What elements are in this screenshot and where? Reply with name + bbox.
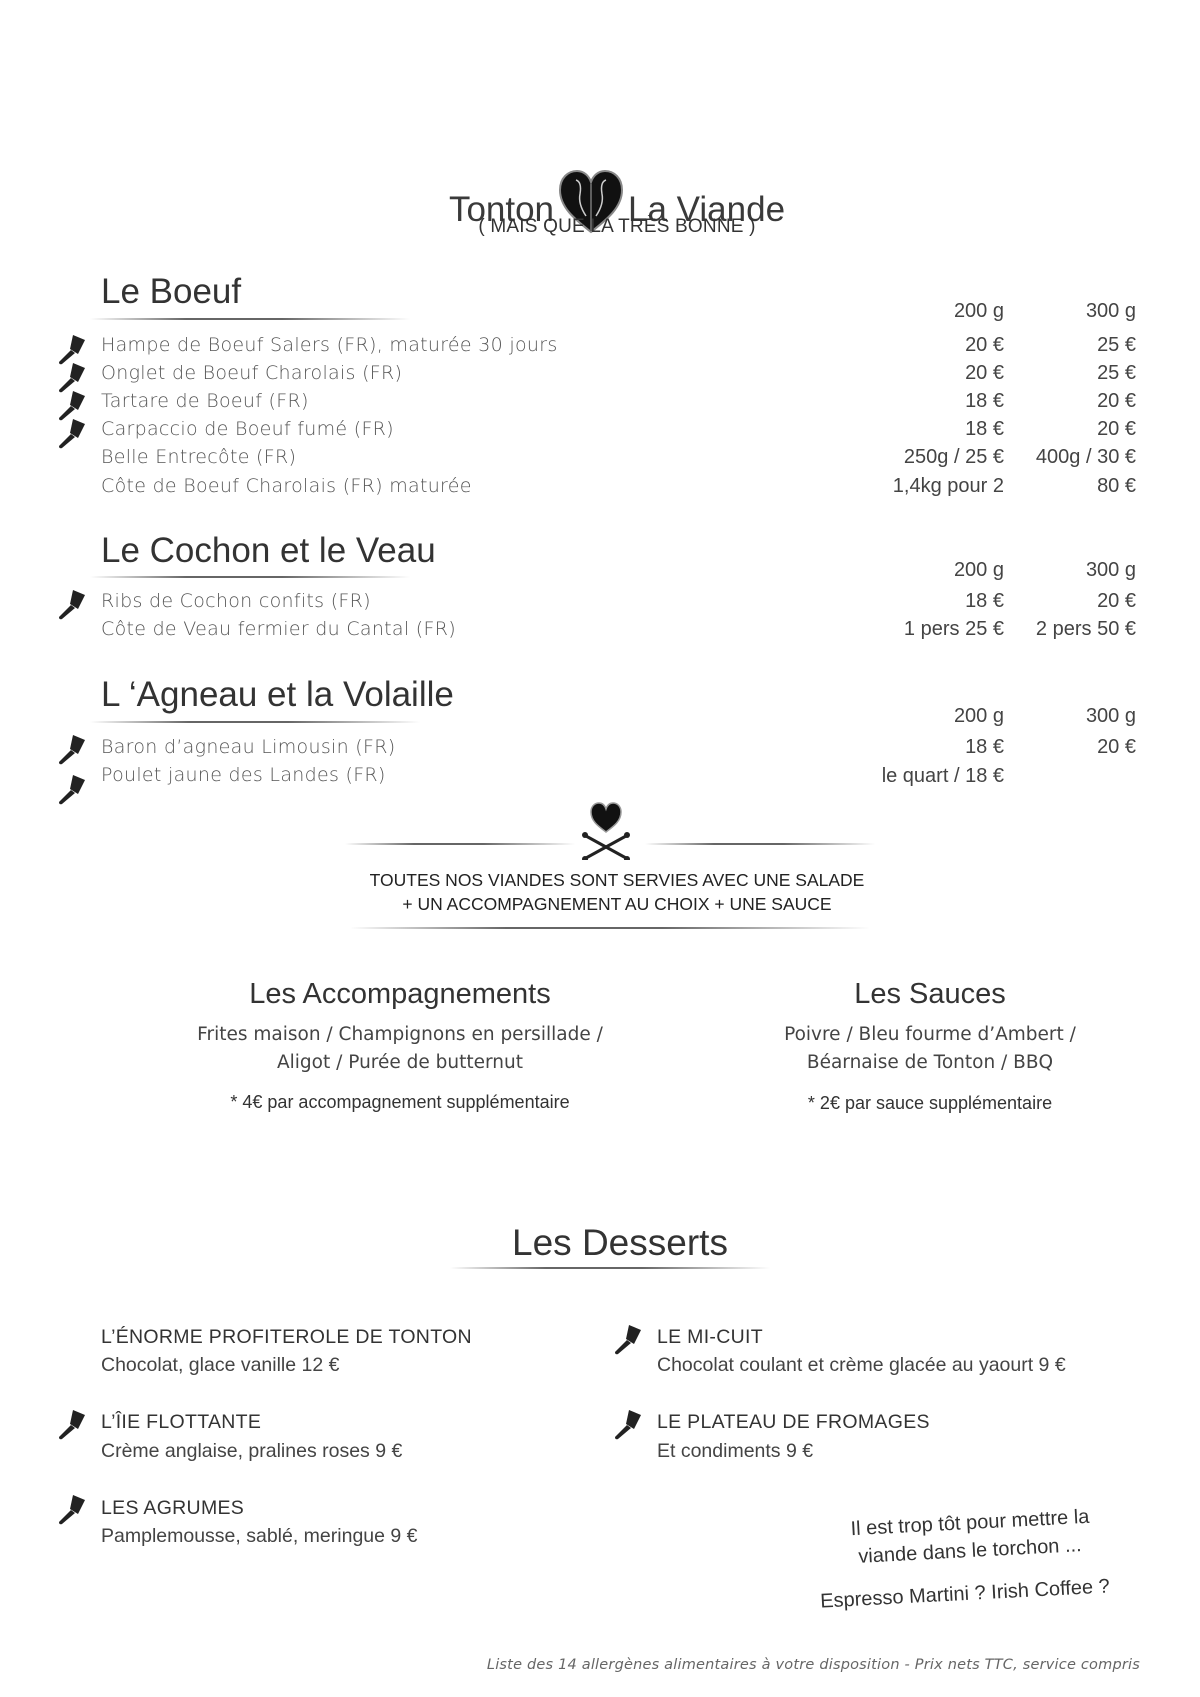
cleaver-icon: [56, 587, 88, 621]
divider: [90, 576, 410, 578]
col-header-200g: 200 g: [953, 559, 1004, 581]
dessert-desc: Pamplemousse, sablé, meringue 9 €: [101, 1525, 418, 1547]
price-300g: 80 €: [1097, 475, 1136, 497]
item-name: Onglet de Boeuf Charolais (FR): [101, 362, 403, 384]
section-title-boeuf: Le Boeuf: [101, 272, 242, 311]
cleaver-icon: [56, 772, 88, 806]
dessert-desc: Crème anglaise, pralines roses 9 €: [101, 1440, 403, 1462]
col-header-300g: 300 g: [1085, 300, 1136, 322]
drinks-line-3: Espresso Martini ? Irish Coffee ?: [819, 1575, 1111, 1613]
price-300g: 25 €: [1097, 334, 1136, 356]
dessert-name: LES AGRUMES: [101, 1497, 245, 1519]
col-header-200g: 200 g: [953, 705, 1004, 727]
divider: [345, 843, 575, 845]
sides-note: * 4€ par accompagnement supplémentaire: [230, 1092, 570, 1112]
price-300g: 20 €: [1097, 390, 1136, 412]
price-200g: 20 €: [965, 334, 1004, 356]
section-title-agneau-volaille: L ‘Agneau et la Volaille: [101, 675, 454, 714]
col-header-300g: 300 g: [1085, 559, 1136, 581]
item-name: Belle Entrecôte (FR): [101, 446, 297, 468]
footer-note: Liste des 14 allergènes alimentaires à votre disposition - Prix nets TTC, service compris: [486, 1657, 1140, 1673]
item-name: Baron d’agneau Limousin (FR): [101, 736, 396, 758]
price-200g: 18 €: [965, 418, 1004, 440]
divider: [645, 843, 875, 845]
dessert-desc: Et condiments 9 €: [657, 1440, 814, 1462]
price-300g: 400g / 30 €: [1035, 446, 1136, 468]
col-header-300g: 300 g: [1085, 705, 1136, 727]
heart-crossbones-icon: [578, 800, 634, 860]
cleaver-icon: [56, 1492, 88, 1526]
sides-line-1: Frites maison / Champignons en persillade /: [197, 1024, 603, 1045]
price-200g: 18 €: [965, 390, 1004, 412]
dessert-name: L’ÎIE FLOTTANTE: [101, 1411, 262, 1433]
title-left: Tonton: [448, 190, 555, 229]
item-name: Tartare de Boeuf (FR): [101, 390, 309, 412]
price-300g: 20 €: [1097, 418, 1136, 440]
dessert-name: LE MI-CUIT: [657, 1326, 763, 1348]
title-right: La Viande: [628, 190, 786, 229]
price-200g: 18 €: [965, 736, 1004, 758]
divider: [90, 721, 420, 723]
sides-title: Les Accompagnements: [249, 978, 551, 1010]
price-200g: 20 €: [965, 362, 1004, 384]
price-300g: 20 €: [1097, 736, 1136, 758]
cleaver-icon: [612, 1322, 644, 1356]
cleaver-icon: [56, 416, 88, 450]
sauces-title: Les Sauces: [854, 978, 1006, 1010]
divider: [90, 318, 410, 320]
divider: [450, 1267, 770, 1269]
cleaver-icon: [56, 732, 88, 766]
tagline: ( MAIS QUE LA TRÈS BONNE ): [478, 216, 756, 237]
price-200g: 18 €: [965, 590, 1004, 612]
price-200g: le quart / 18 €: [881, 765, 1004, 787]
item-name: Poulet jaune des Landes (FR): [101, 764, 386, 786]
item-name: Côte de Veau fermier du Cantal (FR): [101, 618, 456, 640]
desserts-title: Les Desserts: [512, 1222, 728, 1263]
dessert-desc: Chocolat, glace vanille 12 €: [101, 1354, 340, 1376]
item-name: Carpaccio de Boeuf fumé (FR): [101, 418, 394, 440]
divider: [350, 927, 870, 929]
price-200g: 1 pers 25 €: [903, 618, 1004, 640]
price-200g: 250g / 25 €: [903, 446, 1004, 468]
price-300g: 25 €: [1097, 362, 1136, 384]
drinks-line-2: viande dans le torchon ...: [857, 1534, 1083, 1568]
col-header-200g: 200 g: [953, 300, 1004, 322]
item-name: Hampe de Boeuf Salers (FR), maturée 30 jours: [101, 334, 558, 356]
dessert-desc: Chocolat coulant et crème glacée au yaourt 9 €: [657, 1354, 1066, 1376]
price-300g: 20 €: [1097, 590, 1136, 612]
note-line-2: + UN ACCOMPAGNEMENT AU CHOIX + UNE SAUCE: [402, 894, 832, 914]
sides-line-2: Aligot / Purée de butternut: [277, 1052, 523, 1073]
price-200g: 1,4kg pour 2: [892, 475, 1004, 497]
sauces-line-2: Béarnaise de Tonton / BBQ: [806, 1052, 1054, 1073]
item-name: Ribs de Cochon confits (FR): [101, 590, 371, 612]
dessert-name: L’ÉNORME PROFITEROLE DE TONTON: [101, 1326, 472, 1348]
sauces-line-1: Poivre / Bleu fourme d’Ambert /: [784, 1024, 1076, 1045]
section-title-cochon-veau: Le Cochon et le Veau: [101, 531, 436, 570]
cleaver-icon: [56, 1407, 88, 1441]
price-300g: 2 pers 50 €: [1035, 618, 1136, 640]
item-name: Côte de Boeuf Charolais (FR) maturée: [101, 475, 472, 497]
note-line-1: TOUTES NOS VIANDES SONT SERVIES AVEC UNE SALADE: [369, 870, 865, 890]
dessert-name: LE PLATEAU DE FROMAGES: [657, 1411, 930, 1433]
drinks-line-1: Il est trop tôt pour mettre la: [850, 1505, 1090, 1541]
sauces-note: * 2€ par sauce supplémentaire: [807, 1093, 1053, 1113]
cleaver-icon: [612, 1407, 644, 1441]
